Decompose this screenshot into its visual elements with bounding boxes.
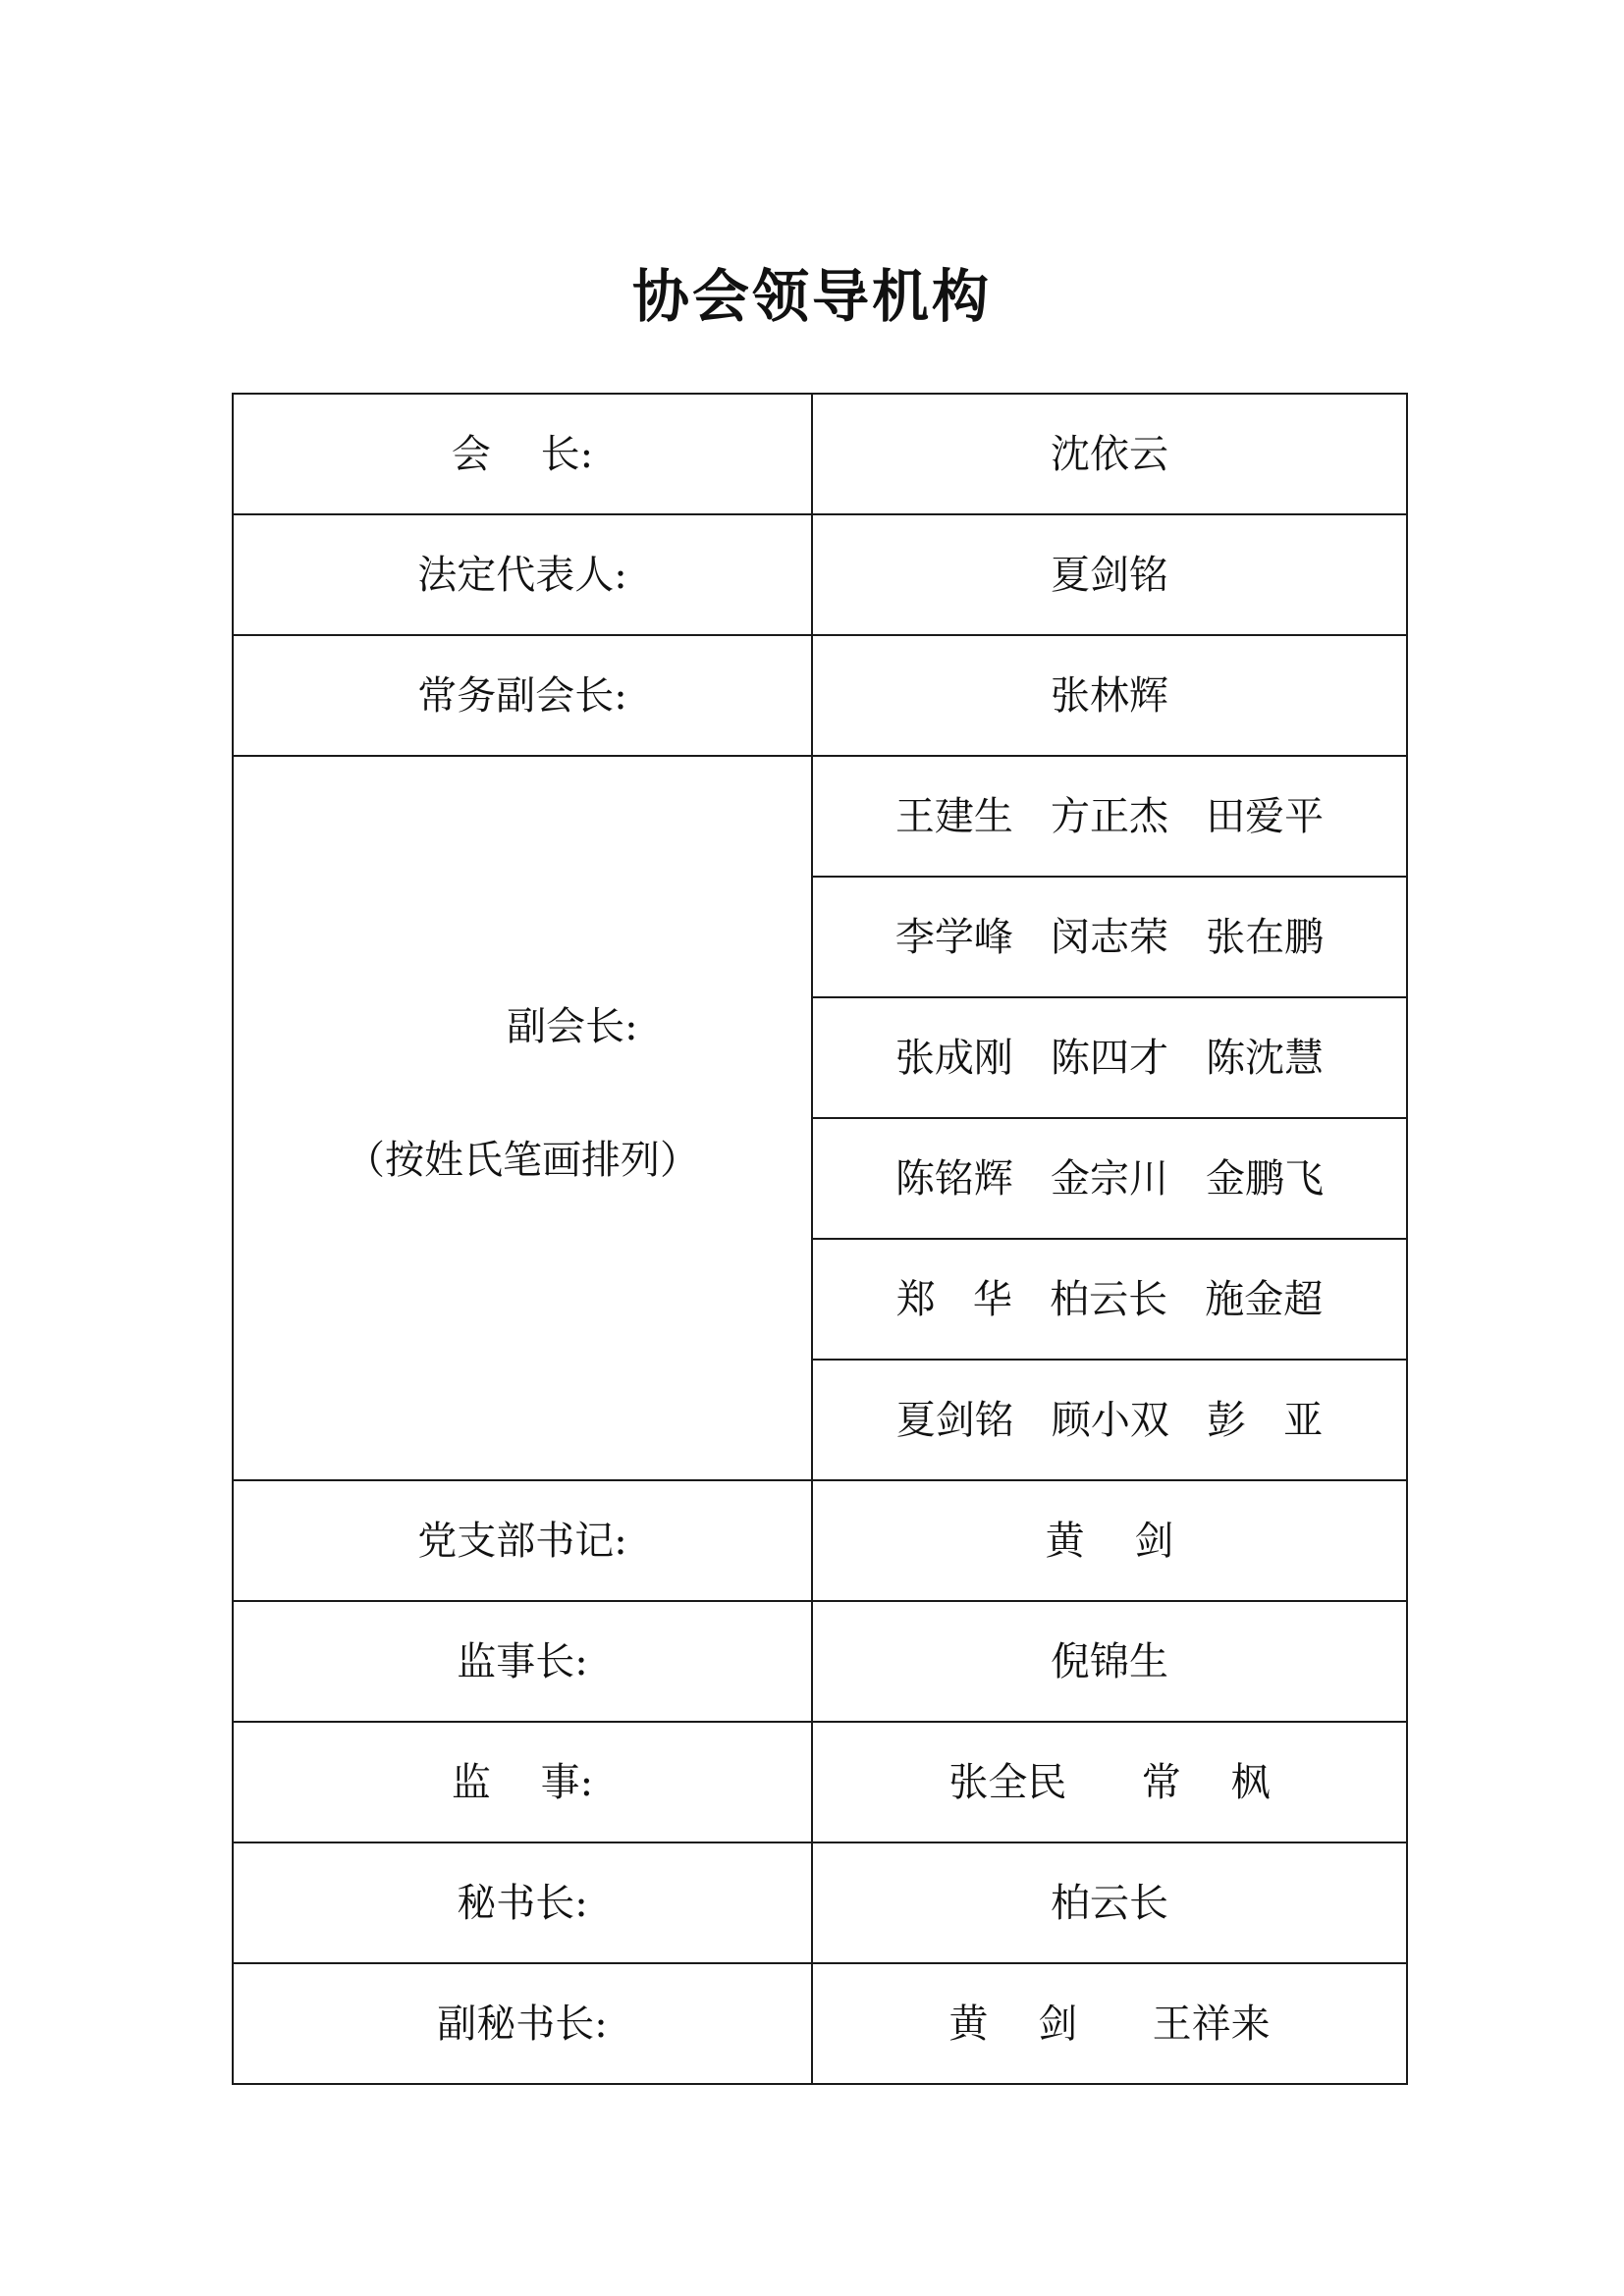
table-row-chief-supervisor bbox=[233, 1601, 1407, 1722]
role-deputy-sec-gen: 副秘书长: bbox=[233, 1963, 812, 2084]
names-vice-presidents-2: 李学峰 闵志荣 张在鹏 bbox=[812, 877, 1407, 997]
role-party-secretary: 党支部书记: bbox=[233, 1480, 812, 1601]
vice-president-note: （按姓氏笔画排列） bbox=[346, 1138, 699, 1183]
role-president: 会 长: bbox=[233, 394, 812, 514]
table-row-supervisors bbox=[233, 1722, 1407, 1842]
names-party-secretary: 黄 剑 bbox=[812, 1480, 1407, 1601]
vice-president-label: 副会长: bbox=[507, 1004, 638, 1049]
table-row-legal-rep bbox=[233, 514, 1407, 635]
names-vice-presidents-3: 张成刚 陈四才 陈沈慧 bbox=[812, 997, 1407, 1118]
role-legal-rep: 法定代表人: bbox=[233, 514, 812, 635]
role-chief-supervisor: 监事长: bbox=[233, 1601, 812, 1722]
table-row-deputy-sec-gen bbox=[233, 1963, 1407, 2084]
names-deputy-sec-gen: 黄 剑 王祥来 bbox=[812, 1963, 1407, 2084]
table-row-secretary-general bbox=[233, 1842, 1407, 1963]
names-legal-rep: 夏剑铭 bbox=[812, 514, 1407, 635]
role-secretary-general: 秘书长: bbox=[233, 1842, 812, 1963]
names-vice-presidents-6: 夏剑铭 顾小双 彭 亚 bbox=[812, 1360, 1407, 1480]
table-row-party-secretary bbox=[233, 1480, 1407, 1601]
role-supervisors: 监 事: bbox=[233, 1722, 812, 1842]
names-supervisors: 张全民 常 枫 bbox=[812, 1722, 1407, 1842]
names-vice-presidents-1: 王建生 方正杰 田爱平 bbox=[812, 756, 1407, 877]
leadership-table bbox=[232, 393, 1408, 2085]
names-vice-presidents-5: 郑 华 柏云长 施金超 bbox=[812, 1239, 1407, 1360]
table-row-vice-presidents bbox=[233, 756, 1407, 877]
names-exec-vp: 张林辉 bbox=[812, 635, 1407, 756]
role-exec-vp: 常务副会长: bbox=[233, 635, 812, 756]
names-secretary-general: 柏云长 bbox=[812, 1842, 1407, 1963]
names-chief-supervisor: 倪锦生 bbox=[812, 1601, 1407, 1722]
names-president: 沈依云 bbox=[812, 394, 1407, 514]
table-row-exec-vp bbox=[233, 635, 1407, 756]
page-title: 协会领导机构 bbox=[631, 263, 992, 330]
table-row-president bbox=[233, 394, 1407, 514]
role-vice-presidents bbox=[233, 756, 812, 1480]
names-vice-presidents-4: 陈铭辉 金宗川 金鹏飞 bbox=[812, 1118, 1407, 1239]
